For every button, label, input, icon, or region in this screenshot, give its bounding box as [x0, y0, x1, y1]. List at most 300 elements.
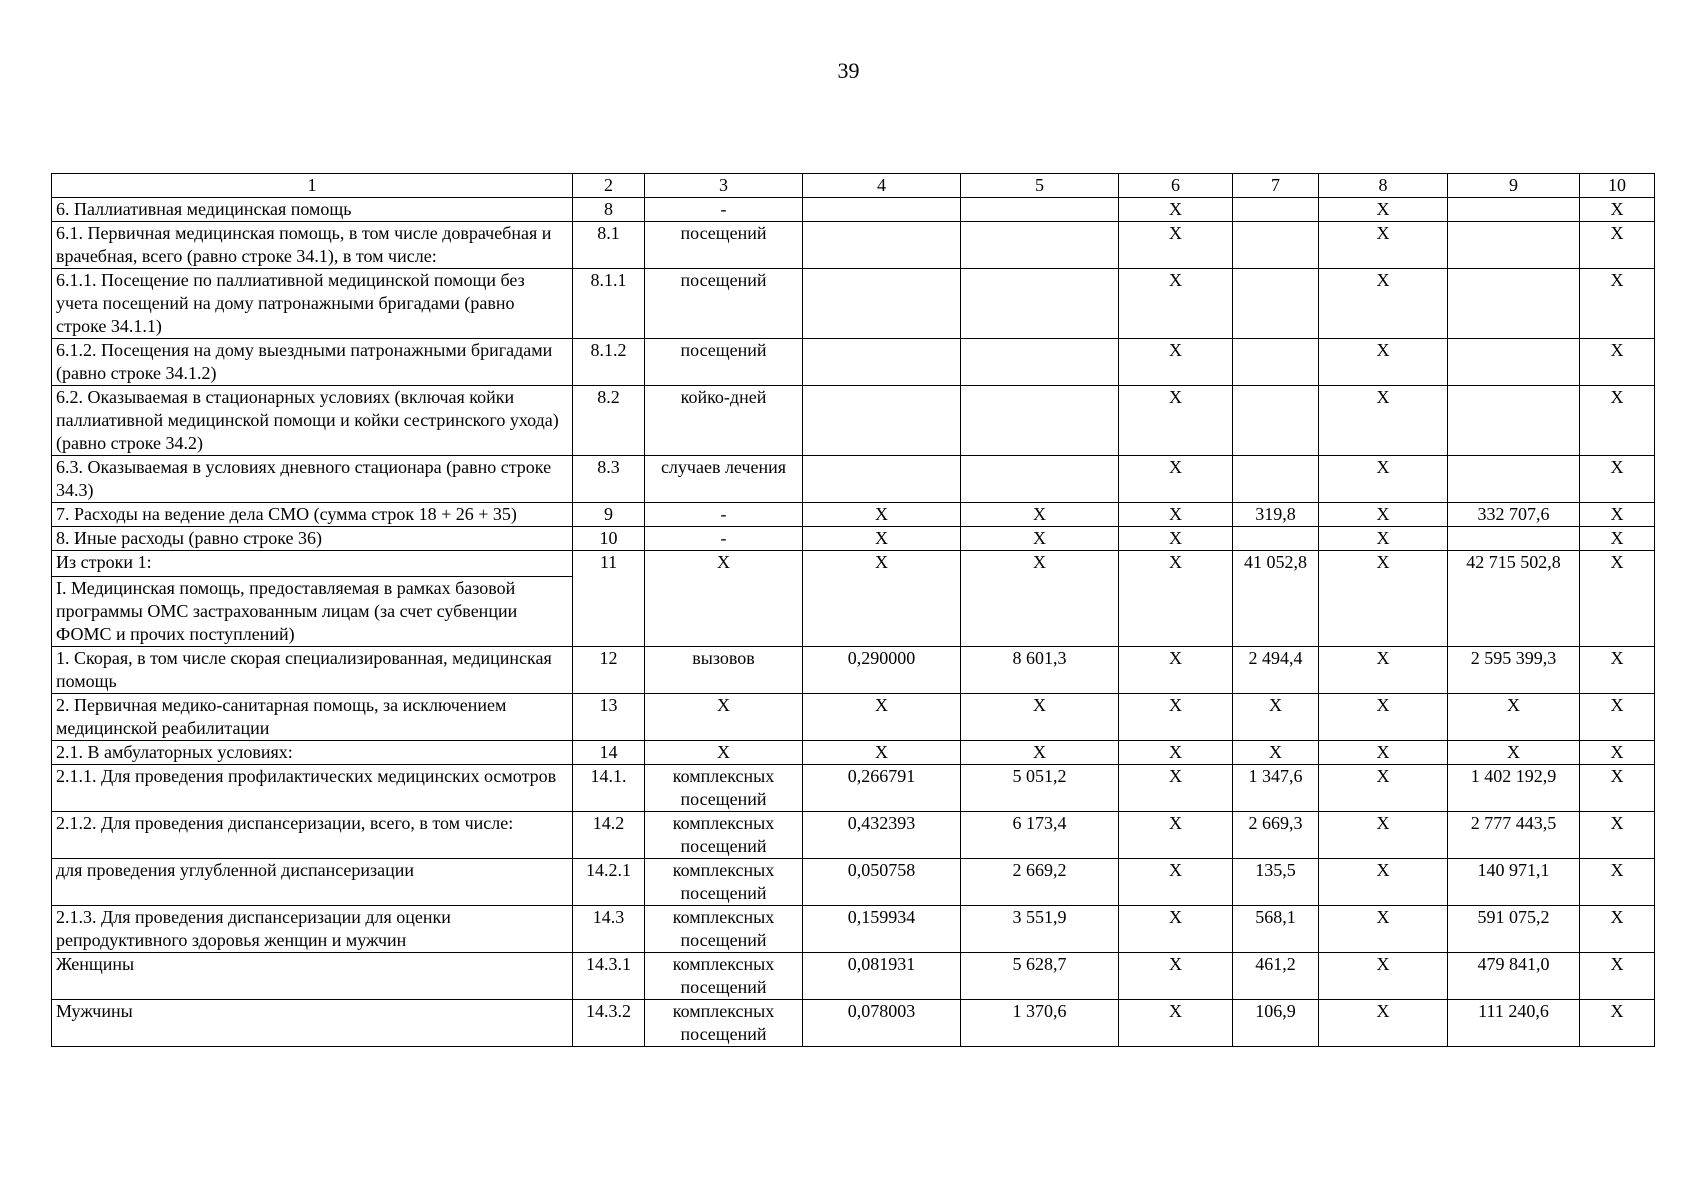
- table-row: [52, 647, 1655, 694]
- table-cell: [803, 527, 961, 551]
- table-row: [52, 859, 1655, 906]
- cell-value: Х: [1610, 1001, 1624, 1021]
- table-cell: [573, 647, 645, 694]
- table-cell: [1448, 812, 1580, 859]
- table-cell: [1319, 527, 1448, 551]
- cell-value: Х: [1610, 457, 1624, 477]
- cell-value: койко-дней: [680, 387, 767, 407]
- cell-value: Х: [1376, 223, 1390, 243]
- table-cell: [1119, 647, 1233, 694]
- table-cell: [645, 812, 803, 859]
- row-label: для проведения углубленной диспансеризации: [56, 860, 415, 880]
- cell-value: Х: [1376, 528, 1390, 548]
- table-cell: [573, 269, 645, 339]
- row-label: 1. Скорая, в том числе скорая специализированная, медицинская помощь: [56, 648, 552, 691]
- cell-value: комплексных посещений: [672, 766, 775, 809]
- table-cell: [1580, 269, 1655, 339]
- table-cell: [645, 765, 803, 812]
- table-row: [52, 198, 1655, 222]
- table-cell: [573, 339, 645, 386]
- cell-value: Х: [1169, 695, 1182, 715]
- cell-value: Х: [875, 742, 888, 762]
- table-cell: [961, 339, 1119, 386]
- row-label: Мужчины: [56, 1001, 133, 1021]
- cell-value: 8.3: [597, 457, 620, 477]
- cell-value: Х: [1610, 907, 1624, 927]
- table-cell: [573, 551, 645, 647]
- table-cell: [1319, 1000, 1448, 1047]
- table-cell: [1580, 694, 1655, 741]
- table-cell: [1448, 694, 1580, 741]
- table-cell: [1233, 741, 1319, 765]
- cell-value: Х: [1376, 387, 1390, 407]
- row-label: 6. Паллиативная медицинская помощь: [56, 199, 352, 219]
- page-number: 39: [837, 58, 860, 83]
- table-cell: [645, 503, 803, 527]
- cell-value: -: [720, 528, 727, 548]
- table-cell: [1580, 859, 1655, 906]
- table-cell: [803, 647, 961, 694]
- cell-value: 8: [604, 199, 613, 219]
- cell-value: 461,2: [1255, 954, 1296, 974]
- cell-value: Х: [1169, 1001, 1182, 1021]
- table-cell: [1233, 503, 1319, 527]
- cell-value: Х: [1507, 742, 1520, 762]
- table-cell: [645, 741, 803, 765]
- cell-value: 106,9: [1255, 1001, 1296, 1021]
- cell-value: 13: [599, 695, 618, 715]
- cell-value: комплексных посещений: [672, 860, 775, 903]
- table-cell: [573, 1000, 645, 1047]
- row-label-cell: [52, 741, 573, 765]
- table-cell: [1233, 551, 1319, 647]
- cell-value: Х: [875, 504, 888, 524]
- table-cell: [1119, 694, 1233, 741]
- table-cell: [1233, 222, 1319, 269]
- table-cell: [1580, 812, 1655, 859]
- cell-value: Х: [1376, 199, 1390, 219]
- table-cell: [1119, 765, 1233, 812]
- table-cell: [1580, 527, 1655, 551]
- table-cell: [1580, 647, 1655, 694]
- table-cell: [1448, 456, 1580, 503]
- cell-value: -: [720, 504, 727, 524]
- table-cell: [1233, 1000, 1319, 1047]
- table-cell: [1119, 269, 1233, 339]
- table-row: [52, 765, 1655, 812]
- cell-value: 2 669,3: [1248, 813, 1303, 833]
- table-cell: [803, 694, 961, 741]
- table-cell: [1233, 906, 1319, 953]
- cell-value: Х: [1376, 742, 1390, 762]
- cell-value: Х: [1610, 648, 1624, 668]
- table-cell: [1319, 859, 1448, 906]
- cell-value: 9: [604, 504, 613, 524]
- table-row: [52, 551, 1655, 647]
- row-label-cell: [52, 647, 573, 694]
- cell-value: Х: [875, 695, 888, 715]
- cell-value: Х: [1610, 552, 1624, 572]
- table-cell: [961, 647, 1119, 694]
- table-cell: [1448, 386, 1580, 456]
- table-row: [52, 386, 1655, 456]
- table-cell: [961, 953, 1119, 1000]
- table-cell: [803, 1000, 961, 1047]
- cell-value: Х: [1376, 457, 1390, 477]
- cell-value: 111 240,6: [1478, 1001, 1549, 1021]
- table-cell: [1233, 694, 1319, 741]
- table-cell: [1580, 503, 1655, 527]
- cell-value: Х: [717, 552, 730, 572]
- row-label: 6.1.2. Посещения на дому выездными патронажными бригадами (равно строке 34.1.2): [56, 340, 553, 383]
- row-label: 2.1. В амбулаторных условиях:: [56, 742, 293, 762]
- table-cell: [1448, 503, 1580, 527]
- cell-value: Х: [1269, 695, 1282, 715]
- table-cell: [961, 222, 1119, 269]
- row-label-cell: [52, 339, 573, 386]
- table-cell: [645, 551, 803, 647]
- cell-value: Х: [1033, 504, 1046, 524]
- cell-value: Х: [1169, 528, 1182, 548]
- table-cell: [645, 953, 803, 1000]
- cell-value: Х: [1169, 457, 1182, 477]
- row-sublabel: I. Медицинская помощь, предоставляемая в рамках базовой программы ОМС застрахованным лицам (за счет субвенции ФОМС и прочих поступлений): [52, 576, 572, 646]
- table-cell: [645, 222, 803, 269]
- row-label: 2. Первичная медико-санитарная помощь, за исключением медицинской реабилитации: [56, 695, 507, 738]
- table-cell: [1448, 551, 1580, 647]
- table-cell: [645, 386, 803, 456]
- header-cell: 8: [1319, 174, 1448, 198]
- row-label: 7. Расходы на ведение дела СМО (сумма строк 18 + 26 + 35): [56, 504, 517, 524]
- row-label: 6.3. Оказываемая в условиях дневного стационара (равно строке 34.3): [56, 457, 552, 500]
- cell-value: 8.1.1: [590, 270, 627, 290]
- cell-value: 11: [599, 552, 618, 572]
- row-label-cell: [52, 503, 573, 527]
- table-cell: [573, 859, 645, 906]
- table-cell: [1119, 339, 1233, 386]
- cell-value: Х: [1169, 742, 1182, 762]
- table-cell: [1448, 859, 1580, 906]
- table-cell: [961, 386, 1119, 456]
- table-cell: [1319, 222, 1448, 269]
- cell-value: 14: [599, 742, 618, 762]
- table-cell: [1119, 456, 1233, 503]
- table-cell: [1233, 198, 1319, 222]
- cell-value: 14.2.1: [586, 860, 631, 880]
- table-cell: [803, 503, 961, 527]
- header-cell: 4: [803, 174, 961, 198]
- table-cell: [1580, 198, 1655, 222]
- table-cell: [1448, 765, 1580, 812]
- cell-value: 41 052,8: [1244, 552, 1307, 572]
- table-cell: [1319, 741, 1448, 765]
- table-cell: [573, 386, 645, 456]
- table-cell: [1580, 765, 1655, 812]
- cell-value: 12: [599, 648, 618, 668]
- cell-value: Х: [717, 742, 730, 762]
- table-cell: [1580, 906, 1655, 953]
- cell-value: Х: [1169, 552, 1182, 572]
- row-label: 2.1.2. Для проведения диспансеризации, всего, в том числе:: [56, 813, 514, 833]
- cell-value: 14.3: [592, 907, 625, 927]
- table-cell: [1119, 1000, 1233, 1047]
- table-cell: [961, 269, 1119, 339]
- cell-value: Х: [1033, 552, 1046, 572]
- cell-value: 2 494,4: [1248, 648, 1303, 668]
- row-label: 2.1.1. Для проведения профилактических медицинских осмотров: [56, 766, 557, 786]
- cell-value: Х: [1376, 552, 1390, 572]
- row-label: Женщины: [56, 954, 135, 974]
- cell-value: Х: [1610, 813, 1624, 833]
- table-cell: [803, 551, 961, 647]
- cell-value: Х: [1610, 387, 1624, 407]
- cell-value: 0,266791: [847, 766, 916, 786]
- cell-value: 8.1: [597, 223, 620, 243]
- table-cell: [1319, 906, 1448, 953]
- table-cell: [961, 741, 1119, 765]
- table-cell: [1119, 859, 1233, 906]
- row-label: Из строки 1:: [56, 552, 152, 572]
- row-label-cell: [52, 1000, 573, 1047]
- row-label-cell: [52, 694, 573, 741]
- table-cell: [1119, 551, 1233, 647]
- table-cell: [803, 741, 961, 765]
- table-cell: [1119, 386, 1233, 456]
- row-label-cell: [52, 222, 573, 269]
- row-label-cell: [52, 456, 573, 503]
- cell-value: 2 669,2: [1012, 860, 1067, 880]
- table-cell: [803, 456, 961, 503]
- cell-value: комплексных посещений: [672, 954, 775, 997]
- cell-value: 0,050758: [847, 860, 916, 880]
- cell-value: Х: [1610, 860, 1624, 880]
- cell-value: Х: [1610, 340, 1624, 360]
- table-cell: [1119, 906, 1233, 953]
- data-table: [51, 173, 1655, 1047]
- table-cell: [803, 269, 961, 339]
- table-cell: [1319, 339, 1448, 386]
- table-row: [52, 269, 1655, 339]
- cell-value: 319,8: [1255, 504, 1296, 524]
- cell-value: 0,432393: [847, 813, 916, 833]
- cell-value: Х: [1033, 742, 1046, 762]
- cell-value: Х: [1169, 907, 1182, 927]
- table-cell: [1448, 741, 1580, 765]
- table-cell: [803, 859, 961, 906]
- table-cell: [1233, 859, 1319, 906]
- table-row: [52, 339, 1655, 386]
- cell-value: 135,5: [1255, 860, 1296, 880]
- table-cell: [1448, 1000, 1580, 1047]
- table-cell: [573, 765, 645, 812]
- cell-value: -: [720, 199, 727, 219]
- table-cell: [573, 906, 645, 953]
- table-cell: [961, 812, 1119, 859]
- cell-value: комплексных посещений: [672, 1001, 775, 1044]
- cell-value: 0,290000: [847, 648, 916, 668]
- table-cell: [1580, 953, 1655, 1000]
- table-cell: [1448, 647, 1580, 694]
- table-cell: [1319, 503, 1448, 527]
- cell-value: Х: [1610, 528, 1624, 548]
- table-row: [52, 906, 1655, 953]
- cell-value: Х: [1169, 954, 1182, 974]
- table-cell: [803, 222, 961, 269]
- header-cell: 2: [573, 174, 645, 198]
- cell-value: Х: [1610, 695, 1624, 715]
- table-row: [52, 222, 1655, 269]
- cell-value: 0,078003: [847, 1001, 916, 1021]
- cell-value: Х: [1376, 270, 1390, 290]
- cell-value: 140 971,1: [1477, 860, 1550, 880]
- table-cell: [961, 906, 1119, 953]
- cell-value: Х: [1169, 199, 1182, 219]
- table-row: [52, 456, 1655, 503]
- cell-value: Х: [875, 528, 888, 548]
- cell-value: Х: [1269, 742, 1282, 762]
- cell-value: 42 715 502,8: [1466, 552, 1561, 572]
- table-cell: [961, 527, 1119, 551]
- cell-value: Х: [1376, 695, 1390, 715]
- cell-value: Х: [1169, 860, 1182, 880]
- table-row: [52, 1000, 1655, 1047]
- cell-value: 3 551,9: [1012, 907, 1067, 927]
- table-cell: [961, 551, 1119, 647]
- table-cell: [1119, 741, 1233, 765]
- cell-value: Х: [1610, 199, 1624, 219]
- header-cell: 7: [1233, 174, 1319, 198]
- table-cell: [1319, 694, 1448, 741]
- cell-value: Х: [1610, 766, 1624, 786]
- table-row: [52, 527, 1655, 551]
- header-cell: 5: [961, 174, 1119, 198]
- cell-value: 10: [599, 528, 618, 548]
- cell-value: 8.2: [597, 387, 620, 407]
- cell-value: Х: [1376, 766, 1390, 786]
- table-cell: [645, 527, 803, 551]
- table-cell: [1319, 551, 1448, 647]
- table-cell: [1233, 812, 1319, 859]
- cell-value: 14.3.1: [586, 954, 631, 974]
- table-cell: [803, 906, 961, 953]
- cell-value: Х: [1376, 813, 1390, 833]
- cell-value: Х: [1610, 954, 1624, 974]
- table-row: [52, 741, 1655, 765]
- table-cell: [1319, 953, 1448, 1000]
- table-cell: [573, 456, 645, 503]
- table-cell: [573, 527, 645, 551]
- row-label: 6.1.1. Посещение по паллиативной медицинской помощи без учета посещений на дому патронажными бригадами (равно строке 34.1.1): [56, 270, 525, 336]
- table-cell: [1319, 198, 1448, 222]
- cell-value: Х: [1169, 270, 1182, 290]
- table-cell: [1319, 269, 1448, 339]
- cell-value: вызовов: [692, 648, 755, 668]
- cell-value: Х: [1033, 528, 1046, 548]
- cell-value: Х: [1376, 907, 1390, 927]
- header-row: [52, 174, 1655, 198]
- table-cell: [645, 269, 803, 339]
- cell-value: Х: [1169, 340, 1182, 360]
- cell-value: Х: [1376, 1001, 1390, 1021]
- table-cell: [803, 198, 961, 222]
- table-cell: [1580, 456, 1655, 503]
- header-cell: 1: [52, 174, 573, 198]
- cell-value: Х: [1169, 766, 1182, 786]
- cell-value: 0,081931: [847, 954, 916, 974]
- row-label-cell: [52, 269, 573, 339]
- cell-value: Х: [1169, 223, 1182, 243]
- table-cell: [1233, 339, 1319, 386]
- cell-value: 6 173,4: [1012, 813, 1067, 833]
- cell-value: комплексных посещений: [672, 907, 775, 950]
- table-row: [52, 694, 1655, 741]
- cell-value: Х: [875, 552, 888, 572]
- cell-value: 8.1.2: [590, 340, 627, 360]
- table-cell: [1233, 647, 1319, 694]
- cell-value: 2 777 443,5: [1470, 813, 1557, 833]
- table-cell: [803, 765, 961, 812]
- table-cell: [803, 953, 961, 1000]
- table-cell: [1580, 741, 1655, 765]
- cell-value: 5 051,2: [1012, 766, 1067, 786]
- table-cell: [1233, 456, 1319, 503]
- header-cell: 6: [1119, 174, 1233, 198]
- row-label: 6.1. Первичная медицинская помощь, в том числе доврачебная и врачебная, всего (равно строке 34.1), в том числе:: [56, 223, 552, 266]
- table-cell: [1448, 269, 1580, 339]
- cell-value: 14.1.: [590, 766, 627, 786]
- cell-value: Х: [1610, 223, 1624, 243]
- table-cell: [1319, 812, 1448, 859]
- table-cell: [573, 198, 645, 222]
- table-cell: [961, 694, 1119, 741]
- table-cell: [1580, 386, 1655, 456]
- table-cell: [1580, 551, 1655, 647]
- table-row: [52, 953, 1655, 1000]
- cell-value: Х: [1169, 813, 1182, 833]
- table-cell: [1448, 906, 1580, 953]
- row-label-cell: [52, 859, 573, 906]
- table-cell: [1580, 1000, 1655, 1047]
- table-cell: [1119, 198, 1233, 222]
- cell-value: 2 595 399,3: [1470, 648, 1557, 668]
- row-label-cell: [52, 198, 573, 222]
- table-cell: [1319, 647, 1448, 694]
- table-cell: [645, 647, 803, 694]
- table-cell: [1119, 527, 1233, 551]
- row-label: 6.2. Оказываемая в стационарных условиях (включая койки паллиативной медицинской помощи и койки сестринского ухода) (равно строке 34.2): [56, 387, 559, 453]
- table-cell: [1580, 339, 1655, 386]
- table-cell: [573, 694, 645, 741]
- table-cell: [1448, 222, 1580, 269]
- cell-value: 479 841,0: [1477, 954, 1550, 974]
- table-row: [52, 812, 1655, 859]
- cell-value: комплексных посещений: [672, 813, 775, 856]
- table-cell: [1448, 198, 1580, 222]
- table-cell: [645, 339, 803, 386]
- cell-value: 5 628,7: [1012, 954, 1067, 974]
- cell-value: посещений: [680, 340, 767, 360]
- table-cell: [645, 456, 803, 503]
- table-cell: [1233, 953, 1319, 1000]
- cell-value: 8 601,3: [1012, 648, 1067, 668]
- table-cell: [573, 812, 645, 859]
- table-cell: [961, 503, 1119, 527]
- header-cell: 9: [1448, 174, 1580, 198]
- cell-value: 1 370,6: [1012, 1001, 1067, 1021]
- cell-value: Х: [1376, 504, 1390, 524]
- table-cell: [1319, 456, 1448, 503]
- table-cell: [573, 953, 645, 1000]
